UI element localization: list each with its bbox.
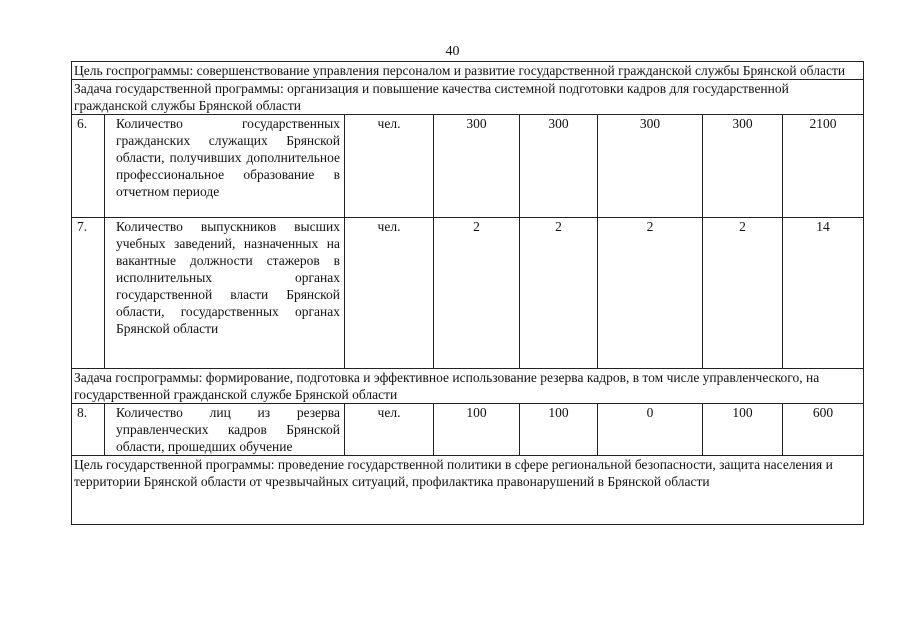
total-cell: 2100 — [783, 115, 864, 218]
value-cell: 300 — [434, 115, 520, 218]
indicator-name: Количество лиц из резерва управленческих кадров Брянской области, прошедших обучение — [105, 404, 345, 456]
unit-cell: чел. — [345, 404, 434, 456]
task-text: Задача госпрограммы: формирование, подготовка и эффективное использование резерва кадров, в том числе управленческого, на государственной гражданской службе Брянской области — [72, 369, 864, 404]
value-cell: 2 — [703, 218, 783, 369]
value-cell: 2 — [520, 218, 598, 369]
indicator-name: Количество государственных гражданских служащих Брянской области, получивших дополнительное профессиональное образование в отчетном периоде — [105, 115, 345, 218]
value-cell: 100 — [703, 404, 783, 456]
indicators-table — [71, 61, 864, 525]
value-cell: 100 — [520, 404, 598, 456]
table-row — [72, 218, 864, 369]
goal-text: Цель государственной программы: проведение государственной политики в сфере региональной безопасности, защита населения и территории Брянской области от чрезвычайных ситуаций, профилактика правонарушений в Брянской области — [72, 456, 864, 525]
task-row — [72, 369, 864, 404]
goal-row — [72, 456, 864, 525]
table-row — [72, 115, 864, 218]
table-row — [72, 404, 864, 456]
value-cell: 300 — [520, 115, 598, 218]
indicator-name: Количество выпускников высших учебных заведений, назначенных на вакантные должности стажеров в исполнительных органах государственной власти Брянской области, государственных органах Брянской области — [105, 218, 345, 369]
value-cell: 2 — [598, 218, 703, 369]
goal-row — [72, 62, 864, 80]
unit-cell: чел. — [345, 115, 434, 218]
task-text: Задача государственной программы: организация и повышение качества системной подготовки кадров для государственной гражданской службы Брянской области — [72, 80, 864, 115]
value-cell: 100 — [434, 404, 520, 456]
row-number: 7. — [72, 218, 105, 369]
unit-cell: чел. — [345, 218, 434, 369]
value-cell: 300 — [703, 115, 783, 218]
value-cell: 0 — [598, 404, 703, 456]
value-cell: 300 — [598, 115, 703, 218]
total-cell: 600 — [783, 404, 864, 456]
page-number: 40 — [445, 44, 460, 59]
row-number: 8. — [72, 404, 105, 456]
goal-text: Цель госпрограммы: совершенствование управления персоналом и развитие государственной гражданской службы Брянской области — [72, 62, 864, 80]
row-number: 6. — [72, 115, 105, 218]
total-cell: 14 — [783, 218, 864, 369]
value-cell: 2 — [434, 218, 520, 369]
task-row — [72, 80, 864, 115]
